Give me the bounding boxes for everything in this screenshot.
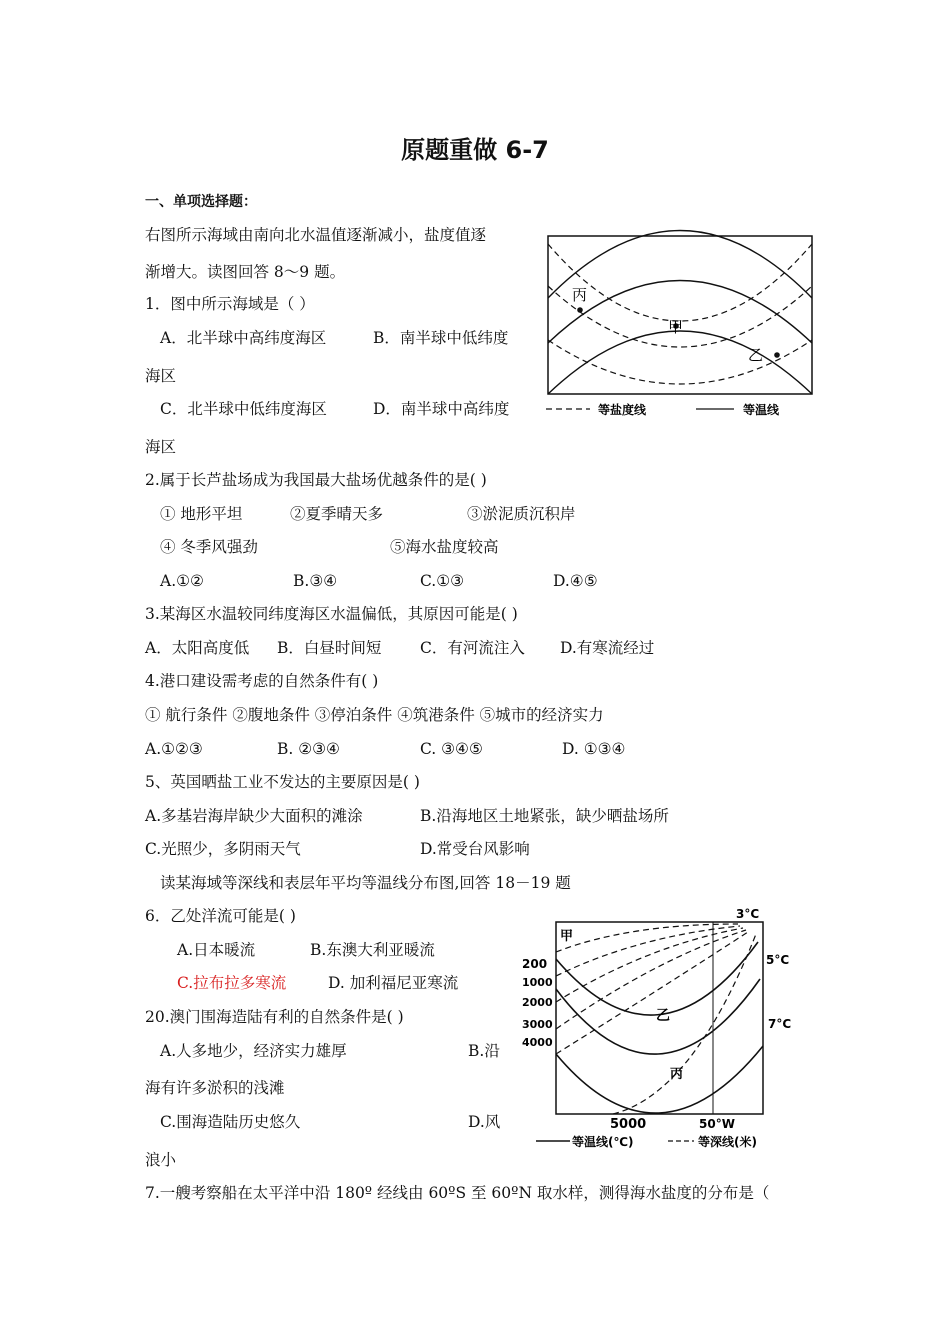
temp-label-3c: 3°C	[736, 907, 760, 921]
q4-items: ① 航行条件 ②腹地条件 ③停泊条件 ④筑港条件 ⑤城市的经济实力	[145, 706, 604, 724]
q4-option-c: C. ③④⑤	[420, 740, 483, 758]
q6-stem: 6．乙处洋流可能是( )	[145, 907, 296, 925]
fig2-label-jia: 甲	[560, 929, 574, 944]
isotherm-7c	[556, 1046, 763, 1113]
figure1-frame	[548, 236, 812, 394]
q1-option-a: A．北半球中高纬度海区	[160, 329, 327, 347]
q4-option-b: B. ②③④	[277, 740, 340, 758]
depth-label-2000: 2000	[522, 996, 553, 1009]
temp-label-7c: 7°C	[768, 1017, 792, 1031]
q6-option-b: B.东澳大利亚暖流	[310, 941, 435, 959]
q4-option-a: A.①②③	[145, 740, 203, 758]
section-heading: 一、单项选择题：	[145, 194, 257, 210]
q7-stem: 7.一艘考察船在太平洋中沿 180º 经线由 60ºS 至 60ºN 取水样，测得海水盐度的分布是（	[145, 1184, 770, 1202]
label-yi: 乙	[748, 346, 764, 364]
q1-option-c: C．北半球中低纬度海区	[160, 400, 327, 418]
salinity-line-1	[548, 244, 812, 321]
q6-option-a: A.日本暖流	[177, 941, 256, 959]
q5-option-a: A.多基岩海岸缺少大面积的滩涂	[145, 807, 363, 825]
depth-label-5000: 5000	[610, 1117, 647, 1132]
q1-option-b: B．南半球中低纬度	[373, 329, 509, 347]
q20-option-b: B.沿	[468, 1042, 500, 1060]
longitude-label: 50°W	[699, 1117, 735, 1131]
depth-label-1000: 1000	[522, 976, 553, 989]
q20-option-c: C.围海造陆历史悠久	[160, 1113, 301, 1131]
q2-option-b: B.③④	[293, 572, 338, 590]
isobath-4000	[556, 932, 748, 1054]
q2-option-c: C.①③	[420, 572, 465, 590]
q20-option-a: A.人多地少，经济实力雄厚	[160, 1042, 347, 1060]
page-title: 原题重做 6-7	[401, 136, 549, 164]
label-jia: 甲	[668, 318, 684, 336]
legend2-isotherm-label: 等温线(℃)	[572, 1135, 634, 1149]
q1-option-b-wrap: 海区	[145, 367, 177, 385]
q5-option-b: B.沿海地区土地紧张，缺少晒盐场所	[420, 807, 669, 825]
q2-item-4: ④ 冬季风强劲	[160, 538, 258, 556]
isobath-2000	[556, 928, 743, 1002]
q6-option-c: C.拉布拉多寒流	[177, 974, 287, 992]
legend2-isobath-label: 等深线(米)	[698, 1135, 757, 1149]
isotherm-3c	[556, 942, 758, 1015]
q6-option-d: D. 加利福尼亚寒流	[328, 974, 459, 992]
q2-item-5: ⑤海水盐度较高	[390, 538, 499, 556]
q5-option-d: D.常受台风影响	[420, 840, 530, 858]
q3-option-a: A．太阳高度低	[145, 639, 250, 657]
q3-option-b: B．白昼时间短	[277, 639, 382, 657]
q5-stem: 5、英国晒盐工业不发达的主要原因是( )	[145, 773, 420, 791]
q2-option-a: A.①②	[160, 572, 204, 590]
q1-option-d: D．南半球中高纬度	[373, 400, 510, 418]
q1-option-d-wrap: 海区	[145, 438, 177, 456]
q4-option-d: D. ①③④	[562, 740, 626, 758]
legend-salinity-label: 等盐度线	[598, 403, 647, 417]
q3-option-c: C．有河流注入	[420, 639, 525, 657]
q20-option-d-wrap: 浪小	[145, 1151, 177, 1169]
q5-option-c: C.光照少，多阴雨天气	[145, 840, 301, 858]
isotherm-line-1	[548, 231, 812, 299]
fig2-label-bing: 丙	[670, 1067, 684, 1082]
label-bing: 丙	[572, 286, 588, 304]
q2-item-3: ③淤泥质沉积岸	[467, 505, 576, 523]
temp-label-5c: 5°C	[766, 953, 790, 967]
q2-option-d: D.④⑤	[553, 572, 598, 590]
intro-line-1: 右图所示海域由南向北水温值逐渐减小，盐度值逐	[145, 226, 487, 244]
q2-stem: 2.属于长芦盐场成为我国最大盐场优越条件的是( )	[145, 471, 487, 489]
salinity-line-2	[548, 286, 812, 347]
depth-label-4000: 4000	[522, 1036, 553, 1049]
isobath-200	[556, 924, 738, 952]
intro-2: 读某海域等深线和表层年平均等温线分布图,回答 18－19 题	[160, 874, 571, 892]
q3-stem: 3.某海区水温较同纬度海区水温偏低，其原因可能是( )	[145, 605, 518, 623]
isobath-3000	[556, 930, 746, 1029]
q20-stem: 20.澳门围海造陆有利的自然条件是( )	[145, 1008, 404, 1026]
q4-stem: 4.港口建设需考虑的自然条件有( )	[145, 672, 379, 690]
point-bing	[577, 307, 583, 313]
depth-label-3000: 3000	[522, 1018, 553, 1031]
intro-line-2: 渐增大。读图回答 8～9 题。	[145, 263, 346, 281]
isobath-5000	[613, 934, 756, 1114]
q20-option-d: D.风	[468, 1113, 501, 1131]
q20-option-b-wrap: 海有许多淤积的浅滩	[145, 1079, 285, 1097]
isobath-isotherm-figure	[518, 904, 800, 1152]
fig2-label-yi: 乙	[656, 1008, 670, 1024]
q2-item-1: ① 地形平坦	[160, 505, 243, 523]
q3-option-d: D.有寒流经过	[560, 639, 655, 657]
depth-label-200: 200	[522, 957, 548, 971]
legend-isotherm-label: 等温线	[743, 403, 780, 417]
sea-isoline-figure	[540, 228, 820, 423]
isobath-1000	[556, 926, 740, 976]
point-yi	[774, 352, 780, 358]
q2-item-2: ②夏季晴天多	[290, 505, 384, 523]
q1-stem: 1．图中所示海域是（ ）	[145, 295, 315, 313]
